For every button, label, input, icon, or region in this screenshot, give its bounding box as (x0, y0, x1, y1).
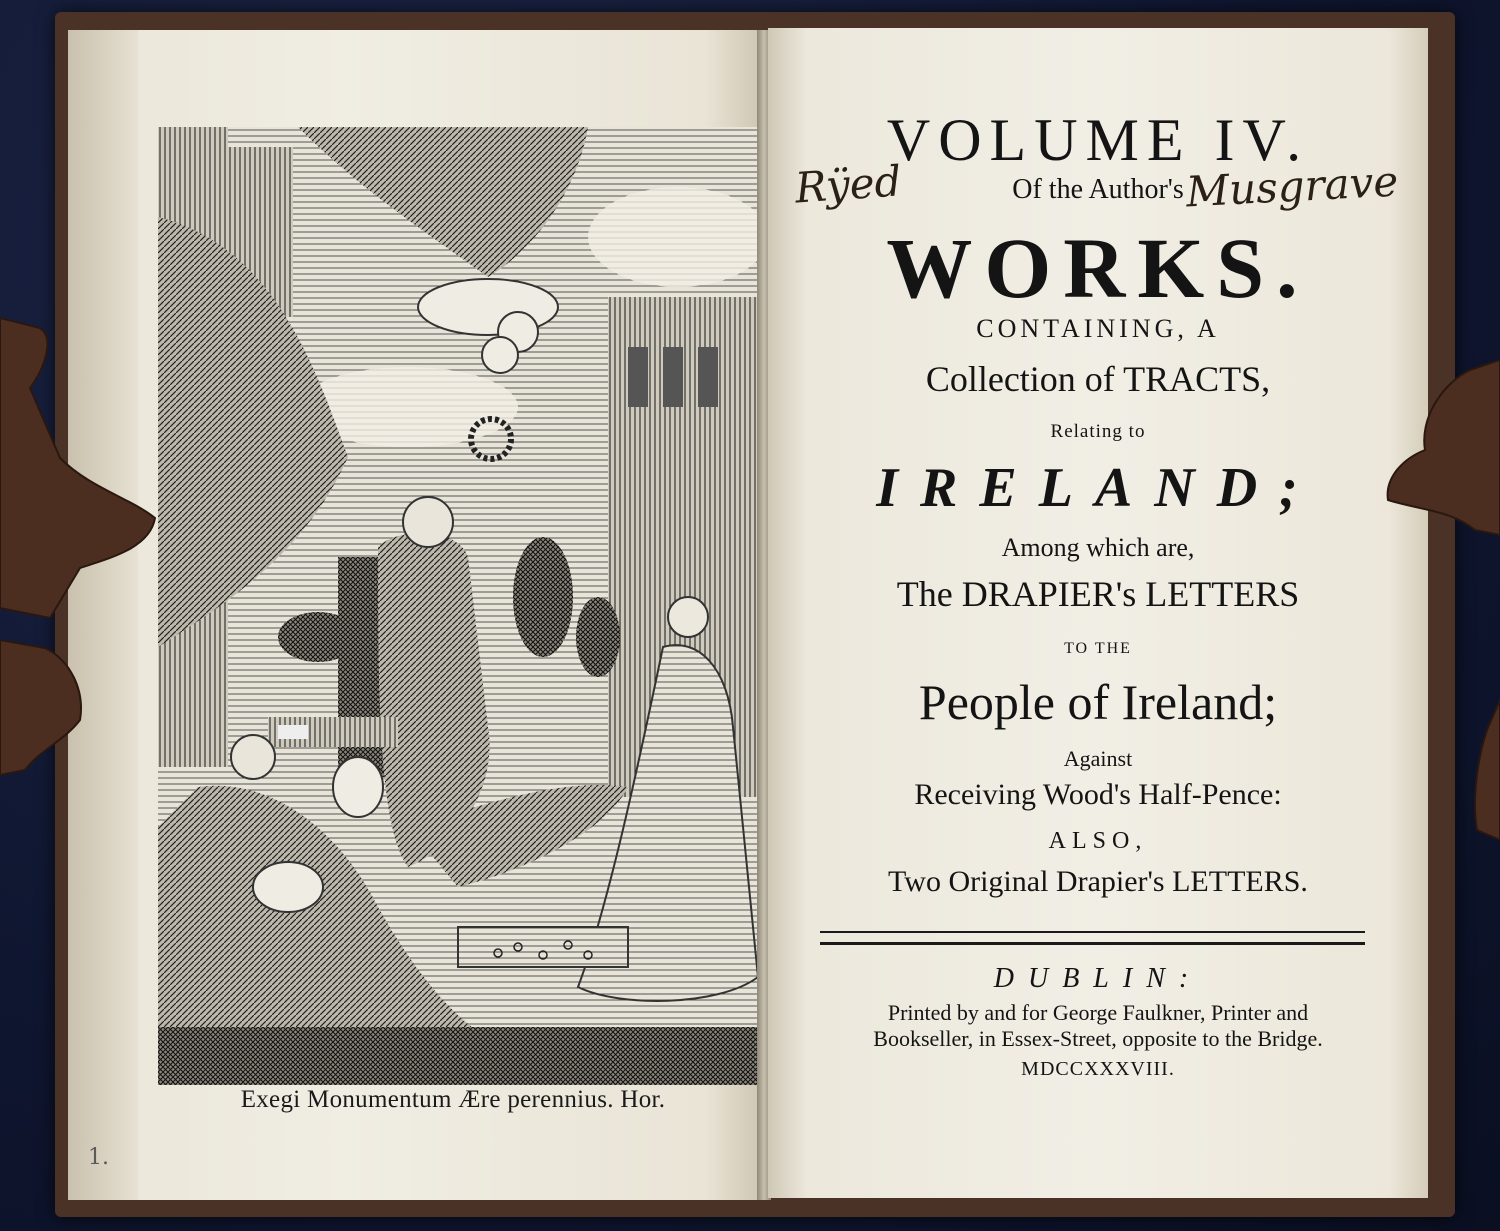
left-page-weight (0, 318, 160, 618)
divider-rule (820, 931, 1365, 933)
works-heading: WORKS. (886, 220, 1310, 316)
imprint-date: MDCCXXXVIII. (1021, 1058, 1175, 1080)
among-which-line: Among which are, (1001, 533, 1195, 562)
collection-line: Collection of TRACTS, (925, 359, 1271, 399)
also-line: ALSO, (1048, 828, 1148, 854)
right-page-weight (1380, 360, 1500, 540)
right-lower-page-weight (1462, 700, 1500, 840)
people-of-ireland-line: People of Ireland; (918, 674, 1278, 730)
receiving-line: Receiving Wood's Half-Pence: (914, 778, 1282, 811)
two-original-line: Two Original Drapier's LETTERS. (888, 865, 1308, 898)
frontispiece-engraving (158, 127, 760, 1085)
handwritten-inscription-left: Rÿed (793, 156, 903, 213)
ireland-heading: IRELAND; (876, 457, 1320, 519)
containing-line: CONTAINING, A (976, 314, 1220, 343)
to-the-line: TO THE (1064, 640, 1132, 657)
of-the-authors: Of the Author's (1012, 174, 1184, 205)
imprint-place: DUBLIN: (993, 963, 1203, 994)
imprint-printer-line-2: Bookseller, in Essex-Street, opposite to the Bridge. (873, 1026, 1323, 1051)
imprint-printer-line-1: Printed by and for George Faulkner, Printer and (887, 1000, 1309, 1025)
divider-rule-thick (820, 942, 1365, 945)
drapiers-letters-line: The DRAPIER's LETTERS (896, 574, 1300, 614)
pencil-mark: 1. (88, 1145, 109, 1170)
left-lower-page-weight (0, 640, 100, 780)
relating-to-line: Relating to (1050, 421, 1146, 442)
against-line: Against (1063, 746, 1133, 771)
frontispiece-caption: Exegi Monumentum Ære perennius. Hor. (240, 1086, 666, 1113)
volume-heading: VOLUME IV. (886, 107, 1310, 173)
handwritten-inscription-right: Musgrave (1184, 156, 1400, 217)
